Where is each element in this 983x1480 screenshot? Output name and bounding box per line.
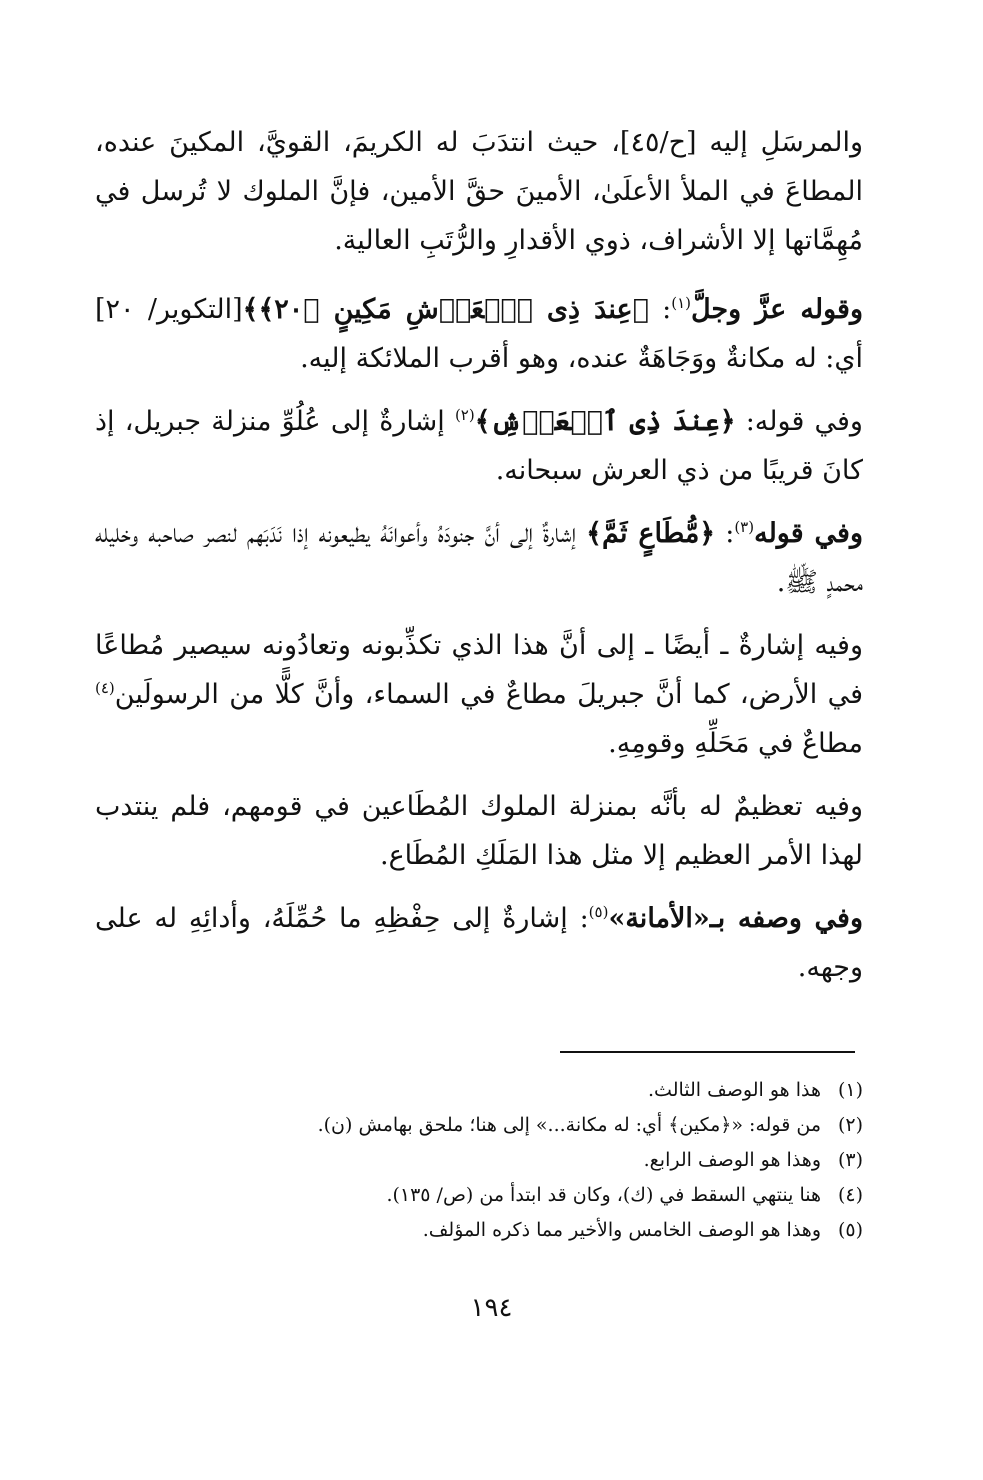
footnote-text: وهذا هو الوصف الرابع. — [643, 1149, 821, 1171]
paragraph-7-text: : إشارةٌ إلى حِفْظِهِ ما حُمِّلَهُ، وأدائِهِ له على وجهه. — [95, 903, 863, 983]
footnotes — [95, 1073, 863, 1248]
footnote-ref-2[interactable]: (٢) — [454, 406, 475, 424]
main-text — [95, 118, 863, 1006]
paragraph-6 — [95, 782, 863, 880]
footnote-1 — [95, 1073, 863, 1108]
footnote-text: هنا ينتهي السقط في (ك)، وكان قد ابتدأ من (ص/ ١٣٥). — [386, 1184, 821, 1206]
paragraph-2 — [95, 285, 863, 383]
footnote-text: وهذا هو الوصف الخامس والأخير مما ذكره المؤلف. — [422, 1219, 821, 1241]
footnote-ref-4[interactable]: (٤) — [95, 679, 115, 697]
footnote-ref-1[interactable]: (١) — [671, 294, 691, 312]
footnote-5 — [95, 1213, 863, 1248]
page-number: ١٩٤ — [470, 1293, 513, 1323]
footnote-2 — [95, 1108, 863, 1143]
footnote-number: (٤) — [837, 1184, 863, 1206]
paragraph-7-lead: وفي وصفه بـ«الأمانة» — [608, 903, 863, 934]
quran-verse: ﴿عِندَ ذِى ٱلۡعَرۡشِ﴾ — [474, 406, 736, 437]
footnote-number: (٣) — [837, 1149, 863, 1171]
paragraph-4 — [95, 509, 863, 607]
paragraph-5-text: وفيه إشارةٌ ـ أيضًا ـ إلى أنَّ هذا الذي تكذِّبونه وتعادُونه سيصير مُطاعًا في الأرض، كما أنَّ جبريلَ مطاعٌ في السماء، وأنَّ كلًّا من الرسولَين — [95, 630, 863, 710]
footnote-text: من قوله: «﴿مكين﴾ أي: له مكانة...» إلى هنا؛ ملحق بهامش (ن). — [317, 1114, 821, 1136]
paragraph-2-text: [التكوير/ ٢٠] أي: له مكانةٌ ووَجَاهَةٌ عنده، وهو أقرب الملائكة إليه. — [95, 294, 863, 374]
footnote-number: (٥) — [837, 1219, 863, 1241]
paragraph-1 — [95, 118, 863, 265]
paragraph-5-tail: مطاعٌ في مَحَلِّهِ وقومِهِ. — [608, 728, 863, 759]
paragraph-2-lead: وقوله عزَّ وجلَّ — [690, 294, 863, 325]
footnote-ref-5[interactable]: (٥) — [588, 903, 609, 921]
footnote-ref-3[interactable]: (٣) — [734, 518, 755, 536]
paragraph-4-lead: وفي قوله — [754, 518, 863, 549]
paragraph-1-text: والمرسَلِ إليه [ح/٤٥]، حيث انتدَبَ له الكريمَ، القويَّ، المكينَ عنده، المطاعَ في الملأ الأعلَىٰ، الأمينَ حقَّ الأمين، فإنَّ الملوك لا تُرسل في مُهِمَّاتها إلا الأشراف، ذوي الأقدارِ والرُّتَبِ العالية. — [95, 127, 864, 256]
quran-verse: ﴿مُّطَاعٍ ثَمَّ﴾ — [586, 518, 716, 549]
footnote-text: هذا هو الوصف الثالث. — [648, 1079, 821, 1101]
paragraph-3-text: إشارةٌ إلى عُلُوِّ منزلة جبريل، إذ كانَ قريبًا من ذي العرش سبحانه. — [95, 406, 863, 486]
footnote-3 — [95, 1143, 863, 1178]
footnote-separator — [560, 1051, 855, 1053]
footnote-number: (٢) — [837, 1114, 863, 1136]
paragraph-2-colon: : — [648, 294, 672, 325]
footnote-number: (١) — [837, 1079, 863, 1101]
paragraph-7 — [95, 894, 863, 992]
paragraph-3-lead: وفي قوله: — [735, 406, 863, 437]
paragraph-4-text: إشارةٌ إلى أنَّ جنودَهُ وأعوانَهُ يطيعونه إذا نَدَبَهم لنصر صاحبه وخليله محمدٍ ﷺ. — [95, 518, 863, 598]
paragraph-5 — [95, 621, 863, 768]
paragraph-4-colon: : — [715, 518, 735, 549]
quran-verse: ﴿عِندَ ذِى ٱلۡعَرۡشِ مَكِينٍ ﴿٢٠﴾﴾ — [242, 294, 649, 325]
paragraph-6-text: وفيه تعظيمٌ له بأنَّه بمنزلة الملوك المُطَاعين في قومهم، فلم ينتدب لهذا الأمر العظيم إلا مثل هذا المَلَكِ المُطَاع. — [95, 791, 863, 871]
paragraph-3 — [95, 397, 863, 495]
footnote-4 — [95, 1178, 863, 1213]
